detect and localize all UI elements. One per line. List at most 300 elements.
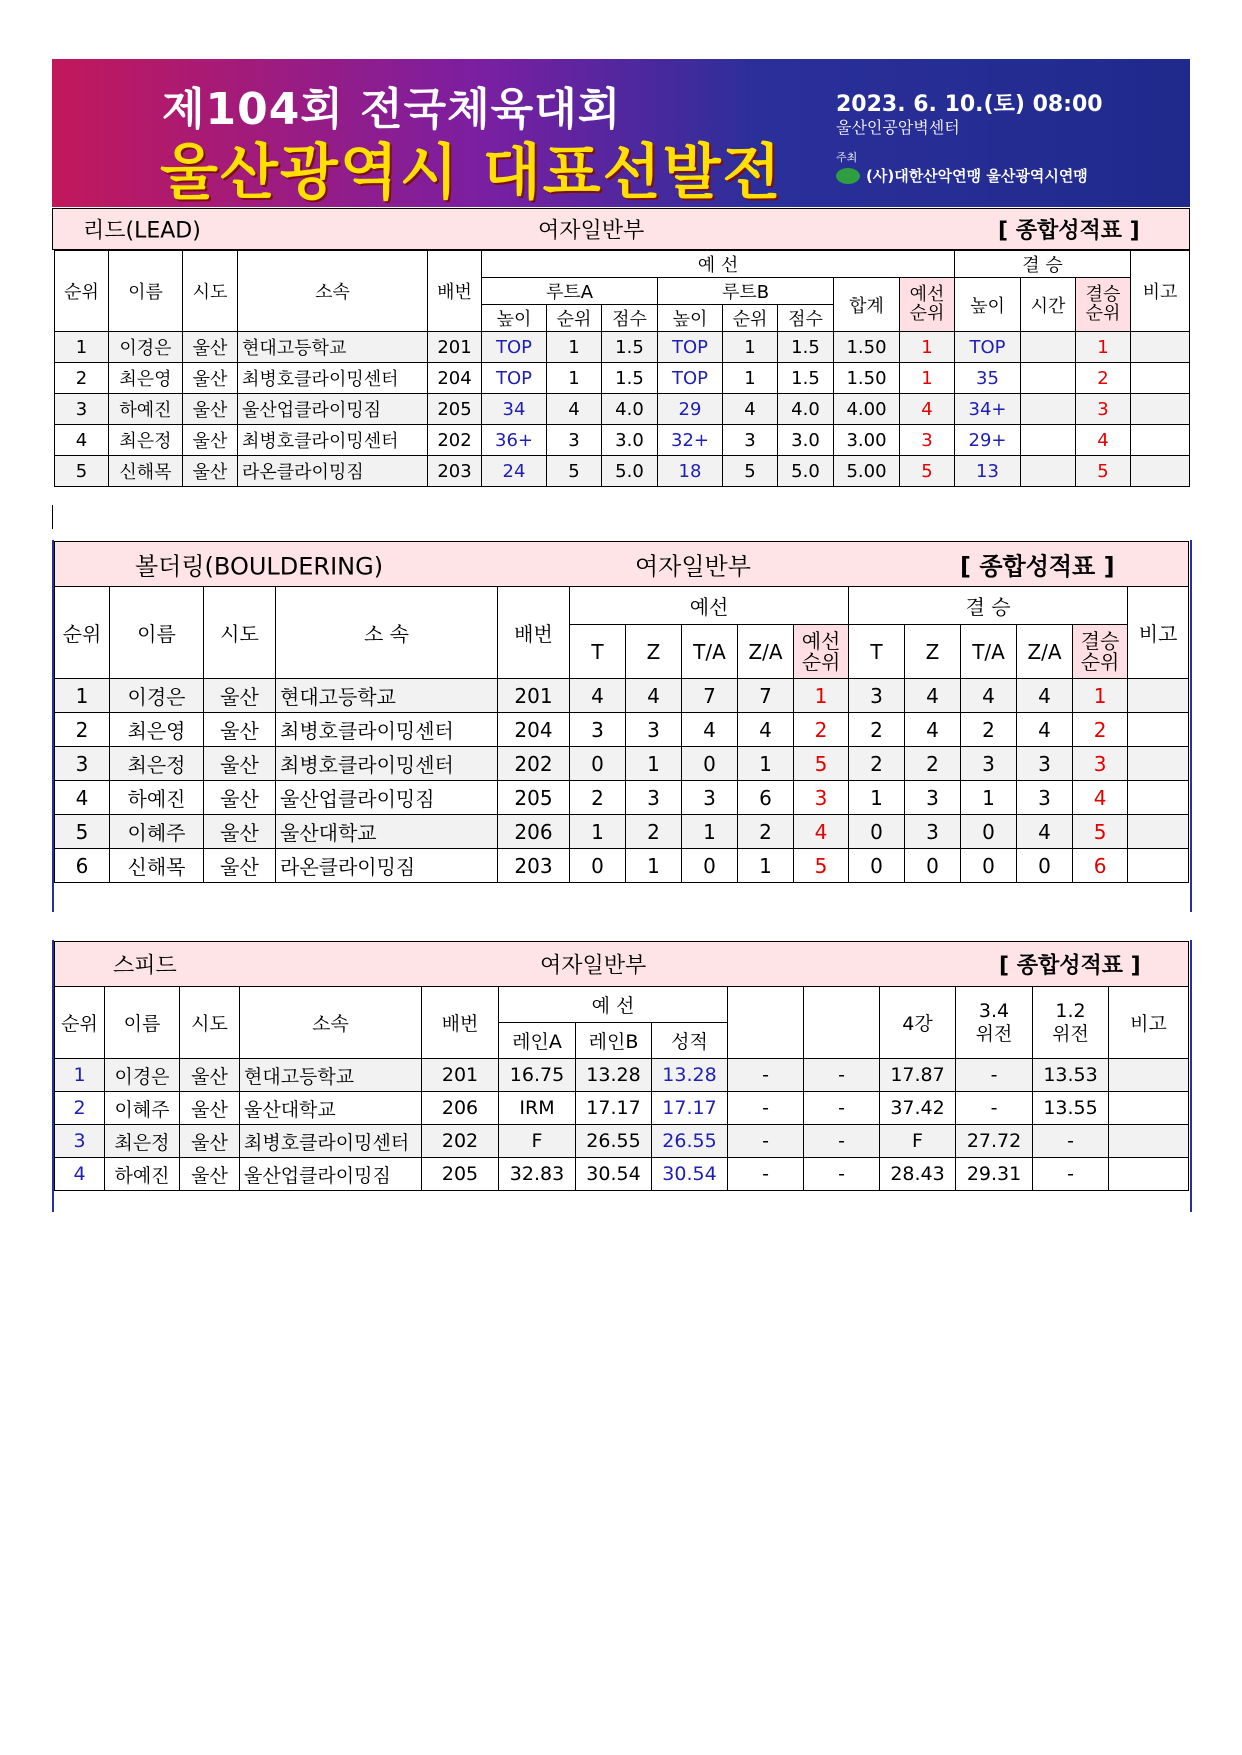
table-cell: - (728, 1158, 804, 1191)
table-cell: TOP (482, 332, 547, 363)
table-cell (1131, 332, 1190, 363)
table-row (55, 1125, 1189, 1158)
table-cell: 1 (961, 781, 1017, 815)
table-cell: 2 (55, 713, 110, 747)
table-cell: 4 (900, 394, 955, 425)
table-cell: 4 (682, 713, 738, 747)
table-cell: 하예진 (109, 394, 183, 425)
table-cell: 4 (55, 781, 110, 815)
table-cell: 4 (1017, 679, 1073, 713)
table-cell: 205 (428, 394, 482, 425)
col-rank: 순위 (55, 587, 110, 679)
col-b-place: 순위 (723, 305, 778, 332)
table-cell: - (804, 1125, 880, 1158)
table-cell: 5 (1073, 815, 1128, 849)
table-cell: 0 (961, 849, 1017, 883)
table-cell: 울산 (180, 1125, 240, 1158)
table-cell: 울산 (204, 815, 276, 849)
table-cell: 4 (1076, 425, 1131, 456)
table-cell: 2 (961, 713, 1017, 747)
banner-venue: 울산인공암벽센터 (836, 118, 960, 137)
bouldering-title: 볼더링(BOULDERING) (135, 552, 384, 581)
table-cell (1021, 425, 1076, 456)
table-cell: 5 (794, 747, 849, 781)
table-cell: 최병호클라이밍센터 (238, 425, 428, 456)
table-cell (1131, 394, 1190, 425)
speed-summary-label: [ 종합성적표 ] (999, 953, 1141, 979)
table-cell: - (1033, 1158, 1109, 1191)
table-cell (1128, 849, 1189, 883)
table-cell: 이혜주 (110, 815, 204, 849)
table-cell: 0 (570, 747, 626, 781)
table-cell: 206 (422, 1092, 499, 1125)
table-cell: 울산 (183, 363, 238, 394)
table-cell: 204 (498, 713, 570, 747)
table-cell: 3 (849, 679, 905, 713)
table-cell: 6 (55, 849, 110, 883)
table-cell: 7 (738, 679, 794, 713)
lead-title-bar (52, 208, 1190, 250)
table-cell: 1 (723, 332, 778, 363)
table-cell: 5 (1076, 456, 1131, 487)
banner-host (836, 165, 1088, 186)
speed-title-bar (54, 941, 1189, 987)
table-cell: 0 (682, 747, 738, 781)
table-row (55, 456, 1190, 487)
col-prelim-rank: 예선 순위 (900, 278, 955, 332)
table-row (55, 781, 1189, 815)
table-cell: 28.43 (880, 1158, 956, 1191)
col-blank-1 (728, 987, 804, 1059)
table-cell: 4.00 (834, 394, 900, 425)
bouldering-division: 여자일반부 (635, 552, 751, 581)
table-cell: 3 (682, 781, 738, 815)
speed-results-table (54, 986, 1189, 1191)
table-cell: 현대고등학교 (240, 1059, 422, 1092)
federation-logo-icon (836, 168, 860, 184)
table-cell: 1 (55, 332, 109, 363)
table-cell: 라온클라이밍짐 (276, 849, 498, 883)
bouldering-title-bar (54, 541, 1189, 587)
table-cell: 5 (900, 456, 955, 487)
table-cell: 울산업클라이밍짐 (240, 1158, 422, 1191)
table-cell: TOP (955, 332, 1021, 363)
col-city: 시도 (180, 987, 240, 1059)
table-cell: 울산 (180, 1092, 240, 1125)
table-cell: TOP (658, 332, 723, 363)
table-row (55, 332, 1190, 363)
col-blank-2 (804, 987, 880, 1059)
table-cell: 4 (723, 394, 778, 425)
col-city: 시도 (204, 587, 276, 679)
table-cell: 3 (55, 747, 110, 781)
table-cell: 4 (55, 425, 109, 456)
table-cell: 4 (1073, 781, 1128, 815)
col-p-ta: T/A (682, 625, 738, 679)
table-cell: 24 (482, 456, 547, 487)
table-cell: 5.0 (778, 456, 834, 487)
table-cell: 0 (849, 815, 905, 849)
table-cell: TOP (482, 363, 547, 394)
col-rank: 순위 (55, 987, 105, 1059)
table-cell: 206 (498, 815, 570, 849)
col-place12: 1.2 위전 (1033, 987, 1109, 1059)
table-cell: 0 (570, 849, 626, 883)
table-cell (1109, 1092, 1189, 1125)
table-cell: 0 (849, 849, 905, 883)
col-lane-b: 레인B (576, 1023, 652, 1059)
col-rank: 순위 (55, 251, 109, 332)
table-cell (1131, 425, 1190, 456)
col-place34: 3.4 위전 (956, 987, 1033, 1059)
col-name: 이름 (109, 251, 183, 332)
col-note: 비고 (1109, 987, 1189, 1059)
table-cell: 울산 (180, 1059, 240, 1092)
table-cell: 1 (723, 363, 778, 394)
col-team: 소 속 (276, 587, 498, 679)
table-cell: 32.83 (499, 1158, 576, 1191)
col-time: 시간 (1021, 278, 1076, 332)
table-cell (1128, 747, 1189, 781)
table-cell: 4 (626, 679, 682, 713)
table-cell: 최은정 (105, 1125, 180, 1158)
col-f-t: T (849, 625, 905, 679)
table-cell: 3.00 (834, 425, 900, 456)
table-cell: 1 (900, 363, 955, 394)
col-note: 비고 (1131, 251, 1190, 332)
table-cell: 1 (1076, 332, 1131, 363)
table-cell: 1 (738, 849, 794, 883)
table-cell: 2 (55, 1092, 105, 1125)
col-prelim: 예 선 (499, 987, 728, 1023)
col-a-height: 높이 (482, 305, 547, 332)
table-cell: - (804, 1059, 880, 1092)
table-cell: 최병호클라이밍센터 (276, 713, 498, 747)
table-cell: 울산 (204, 849, 276, 883)
table-cell: 1 (547, 332, 602, 363)
table-cell: - (804, 1158, 880, 1191)
table-cell: - (804, 1092, 880, 1125)
bouldering-summary-label: [ 종합성적표 ] (960, 552, 1115, 581)
table-cell: 4 (1017, 713, 1073, 747)
table-cell: 2 (794, 713, 849, 747)
table-cell (1128, 713, 1189, 747)
col-b-score: 점수 (778, 305, 834, 332)
table-cell: 18 (658, 456, 723, 487)
table-cell: 하예진 (105, 1158, 180, 1191)
table-cell: 2 (55, 363, 109, 394)
table-cell: 울산 (204, 747, 276, 781)
table-cell: 3 (55, 1125, 105, 1158)
table-cell: 203 (498, 849, 570, 883)
table-cell: 1 (626, 747, 682, 781)
table-cell: 0 (682, 849, 738, 883)
table-row (55, 679, 1189, 713)
table-cell: 라온클라이밍짐 (238, 456, 428, 487)
table-cell: 2 (849, 713, 905, 747)
table-cell: 13.53 (1033, 1059, 1109, 1092)
table-cell: 3 (723, 425, 778, 456)
banner-title-line2: 울산광역시 대표선발전 (160, 138, 783, 207)
col-round4: 4강 (880, 987, 956, 1059)
table-row (55, 394, 1190, 425)
table-cell: 울산 (183, 456, 238, 487)
table-cell (1128, 781, 1189, 815)
table-cell: 이경은 (109, 332, 183, 363)
banner-title-line1: 제104회 전국체육대회 (162, 84, 622, 135)
col-lane-a: 레인A (499, 1023, 576, 1059)
table-cell (1128, 815, 1189, 849)
table-cell: - (728, 1125, 804, 1158)
col-p-t: T (570, 625, 626, 679)
table-cell: 1.50 (834, 332, 900, 363)
table-cell: 울산대학교 (240, 1092, 422, 1125)
table-cell: 7 (682, 679, 738, 713)
table-cell: 29+ (955, 425, 1021, 456)
table-cell: 1 (794, 679, 849, 713)
col-final: 결 승 (849, 587, 1128, 625)
table-cell: 5 (547, 456, 602, 487)
table-cell: F (880, 1125, 956, 1158)
table-cell: 29.31 (956, 1158, 1033, 1191)
table-cell: 2 (626, 815, 682, 849)
table-cell: 5.0 (602, 456, 658, 487)
table-cell: 30.54 (576, 1158, 652, 1191)
lead-division: 여자일반부 (538, 218, 645, 244)
col-prelim: 예선 (570, 587, 849, 625)
col-name: 이름 (110, 587, 204, 679)
lead-summary-label: [ 종합성적표 ] (998, 218, 1140, 244)
table-cell: 4 (738, 713, 794, 747)
table-cell: 1 (682, 815, 738, 849)
table-cell: 5 (723, 456, 778, 487)
table-cell: - (956, 1059, 1033, 1092)
table-cell: 울산대학교 (276, 815, 498, 849)
table-cell: 1 (626, 849, 682, 883)
table-cell: 17.87 (880, 1059, 956, 1092)
table-row (55, 363, 1190, 394)
table-row (55, 1092, 1189, 1125)
table-cell: 현대고등학교 (276, 679, 498, 713)
table-cell: 37.42 (880, 1092, 956, 1125)
table-cell: 울산 (183, 425, 238, 456)
table-cell: 최은영 (110, 713, 204, 747)
table-cell: 2 (905, 747, 961, 781)
table-cell: - (728, 1092, 804, 1125)
table-cell: 3.0 (602, 425, 658, 456)
col-route-b: 루트B (658, 278, 834, 305)
table-cell: 1.5 (778, 363, 834, 394)
table-cell: 16.75 (499, 1059, 576, 1092)
table-cell: 202 (498, 747, 570, 781)
lead-results-table (54, 250, 1190, 487)
table-cell: 30.54 (652, 1158, 728, 1191)
table-cell: 201 (428, 332, 482, 363)
table-cell: 6 (1073, 849, 1128, 883)
table-row (55, 1158, 1189, 1191)
table-cell: 26.55 (652, 1125, 728, 1158)
table-cell: 3 (1017, 747, 1073, 781)
table-cell: F (499, 1125, 576, 1158)
table-cell: 2 (849, 747, 905, 781)
table-cell: 이경은 (110, 679, 204, 713)
col-f-za: Z/A (1017, 625, 1073, 679)
table-cell: 최병호클라이밍센터 (240, 1125, 422, 1158)
table-cell: 3 (547, 425, 602, 456)
table-cell: 201 (422, 1059, 499, 1092)
banner-host-label: 주최 (836, 151, 858, 164)
table-cell (1131, 363, 1190, 394)
table-cell: 이경은 (105, 1059, 180, 1092)
table-cell: 0 (1017, 849, 1073, 883)
table-cell: 울산업클라이밍짐 (238, 394, 428, 425)
table-cell: 1 (900, 332, 955, 363)
col-a-score: 점수 (602, 305, 658, 332)
table-cell: 신해목 (109, 456, 183, 487)
table-cell: 13 (955, 456, 1021, 487)
table-cell: 2 (738, 815, 794, 849)
table-cell: 29 (658, 394, 723, 425)
table-cell: 최은정 (110, 747, 204, 781)
col-team: 소속 (238, 251, 428, 332)
table-cell: 204 (428, 363, 482, 394)
table-cell: 1 (738, 747, 794, 781)
table-cell: 3 (55, 394, 109, 425)
table-cell: 1.50 (834, 363, 900, 394)
table-cell: 4 (905, 713, 961, 747)
table-cell: 201 (498, 679, 570, 713)
table-cell: 1 (55, 1059, 105, 1092)
table-cell (1021, 363, 1076, 394)
table-cell: 울산 (180, 1158, 240, 1191)
table-cell: 3 (900, 425, 955, 456)
table-cell (1021, 332, 1076, 363)
table-cell: 최병호클라이밍센터 (238, 363, 428, 394)
table-cell: 3 (961, 747, 1017, 781)
table-cell: 5 (55, 456, 109, 487)
bouldering-results-table (54, 586, 1189, 883)
table-cell: 6 (738, 781, 794, 815)
table-cell: 5 (794, 849, 849, 883)
col-route-a: 루트A (482, 278, 658, 305)
table-row (55, 713, 1189, 747)
table-cell: 3 (1017, 781, 1073, 815)
table-cell: 34 (482, 394, 547, 425)
table-cell: 신해목 (110, 849, 204, 883)
table-cell: 17.17 (652, 1092, 728, 1125)
table-cell: - (1033, 1125, 1109, 1158)
table-cell: 1 (547, 363, 602, 394)
table-cell: 4 (570, 679, 626, 713)
table-row (55, 815, 1189, 849)
table-cell: 26.55 (576, 1125, 652, 1158)
speed-division: 여자일반부 (540, 953, 647, 979)
table-cell: 36+ (482, 425, 547, 456)
table-cell: 울산 (204, 713, 276, 747)
table-row (55, 747, 1189, 781)
table-cell: 2 (570, 781, 626, 815)
col-bib: 배번 (428, 251, 482, 332)
table-cell: 4.0 (602, 394, 658, 425)
table-cell: - (728, 1059, 804, 1092)
banner-host-text: (사)대한산악연맹 울산광역시연맹 (866, 167, 1088, 185)
table-cell: 5 (55, 815, 110, 849)
col-final: 결 승 (955, 251, 1131, 278)
table-cell: 1.5 (602, 332, 658, 363)
col-note: 비고 (1128, 587, 1189, 679)
table-cell: 0 (961, 815, 1017, 849)
table-cell (1021, 394, 1076, 425)
table-cell: 울산 (204, 679, 276, 713)
table-cell: 4 (905, 679, 961, 713)
lead-left-edge (52, 505, 53, 529)
table-cell: TOP (658, 363, 723, 394)
table-cell: IRM (499, 1092, 576, 1125)
table-cell: 1 (570, 815, 626, 849)
table-cell: 4 (1017, 815, 1073, 849)
table-cell: 이혜주 (105, 1092, 180, 1125)
col-team: 소속 (240, 987, 422, 1059)
table-cell: 3 (626, 781, 682, 815)
table-cell: 3 (794, 781, 849, 815)
table-cell: 13.28 (652, 1059, 728, 1092)
table-cell: 4 (547, 394, 602, 425)
table-cell: 13.55 (1033, 1092, 1109, 1125)
col-b-height: 높이 (658, 305, 723, 332)
table-cell: 3 (1076, 394, 1131, 425)
table-cell: 1 (1073, 679, 1128, 713)
table-cell: 203 (428, 456, 482, 487)
table-cell: 3 (626, 713, 682, 747)
col-f-z: Z (905, 625, 961, 679)
col-final-rank: 결승 순위 (1076, 278, 1131, 332)
table-cell: 2 (1076, 363, 1131, 394)
table-cell: 현대고등학교 (238, 332, 428, 363)
col-city: 시도 (183, 251, 238, 332)
col-bib: 배번 (498, 587, 570, 679)
table-cell: 4 (55, 1158, 105, 1191)
table-cell: 1.5 (602, 363, 658, 394)
table-cell: 205 (422, 1158, 499, 1191)
table-cell (1128, 679, 1189, 713)
table-cell: 3 (905, 815, 961, 849)
table-cell (1131, 456, 1190, 487)
table-cell: 0 (905, 849, 961, 883)
table-cell: 4 (794, 815, 849, 849)
col-p-z: Z (626, 625, 682, 679)
table-cell: 35 (955, 363, 1021, 394)
table-cell (1021, 456, 1076, 487)
table-cell: 202 (422, 1125, 499, 1158)
speed-title: 스피드 (113, 953, 177, 979)
table-cell: 4.0 (778, 394, 834, 425)
table-cell: - (956, 1092, 1033, 1125)
col-prelim-rank: 예선 순위 (794, 625, 849, 679)
banner-date: 2023. 6. 10.(토) 08:00 (836, 92, 1103, 117)
table-cell: 울산업클라이밍짐 (276, 781, 498, 815)
table-row (55, 1059, 1189, 1092)
table-cell: 17.17 (576, 1092, 652, 1125)
table-cell: 13.28 (576, 1059, 652, 1092)
table-row (55, 425, 1190, 456)
lead-title: 리드(LEAD) (83, 218, 201, 244)
table-cell: 27.72 (956, 1125, 1033, 1158)
table-cell: 1.5 (778, 332, 834, 363)
event-banner (52, 59, 1190, 207)
col-prelim: 예 선 (482, 251, 955, 278)
table-cell: 최병호클라이밍센터 (276, 747, 498, 781)
table-cell: 울산 (183, 394, 238, 425)
